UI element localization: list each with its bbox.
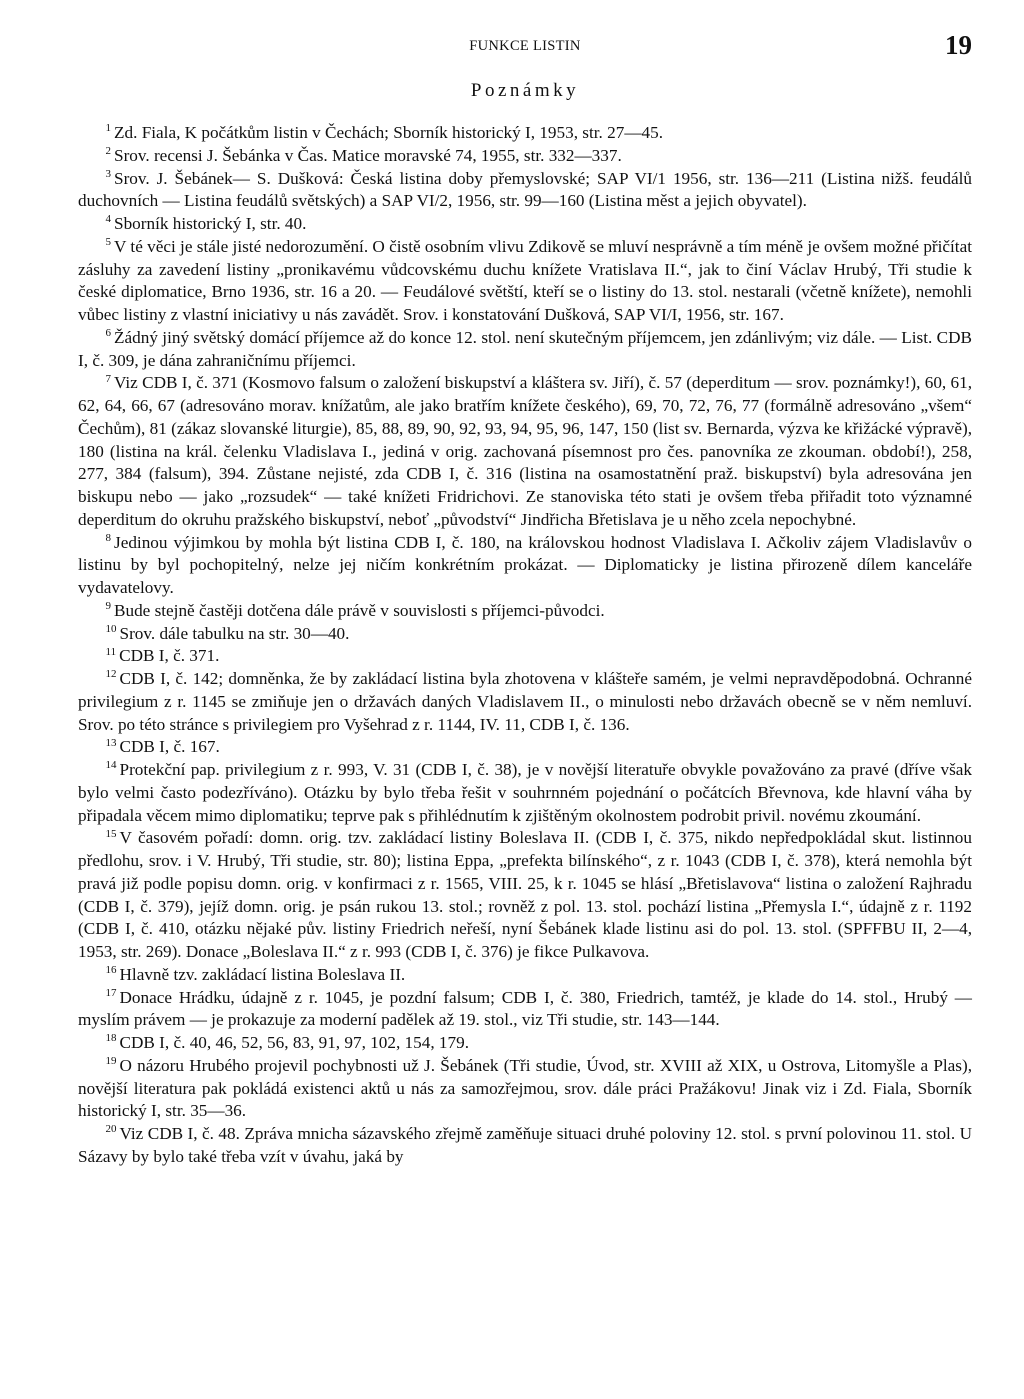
footnote-text: Srov. recensi J. Šebánka v Čas. Matice moravské 74, 1955, str. 332—337. <box>114 145 622 165</box>
footnote <box>78 236 972 327</box>
footnote-text: Viz CDB I, č. 371 (Kosmovo falsum o založení biskupství a kláštera sv. Jiří), č. 57 (deperditum — srov. poznámky!), 60, 61, 62, 64, 66, 67 (adresováno morav. knížatům, ale jako bratřím knížete českého), 69, 70, 72, 76, 77 (formálně adresováno „všem“ Čechům), 81 (zákaz slovanské liturgie), 85, 88, 89, 90, 92, 93, 94, 95, 96, 147, 150 (list sv. Bernarda, výzva ke křižácké výpravě), 180 (listina na král. čelenku Vladislava I., jediná v orig. zachovaná písemnost pro čes. panovníka ze zkouman. období!), 258, 277, 384 (falsum), 394. Zůstane nejisté, zda CDB I, č. 316 (listina na osamostatnění praž. biskupství) byla adresována jen biskupu nebo — jako „rozsudek“ — také knížeti Fridrichovi. Ze stanoviska této stati je ovšem třeba přiřadit toto významné deperditum do okruhu pražského biskupství, neboť „původství“ Jindřicha Břetislava je u něho zcela nepochybné. <box>78 373 972 529</box>
footnote-text: Bude stejně častěji dotčena dále právě v souvislosti s příjemci-původci. <box>114 600 605 620</box>
footnote-number: 3 <box>105 167 112 180</box>
footnote <box>78 1123 972 1169</box>
footnote <box>78 623 972 646</box>
footnote <box>78 736 972 759</box>
footnote <box>78 827 972 964</box>
footnote-number: 5 <box>105 236 112 249</box>
footnote-text: CDB I, č. 371. <box>119 646 220 666</box>
notes-list <box>78 122 972 1169</box>
footnote-text: CDB I, č. 40, 46, 52, 56, 83, 91, 97, 102, 154, 179. <box>119 1033 469 1052</box>
footnote-number: 20 <box>105 1123 117 1136</box>
footnote <box>78 213 972 236</box>
footnote <box>78 145 972 168</box>
footnote-text: V té věci je stále jisté nedorozumění. O čistě osobním vlivu Zdikově se mluví nesprávně a tím méně je ovšem možné přičítat zásluhy za zavedení listiny „pronikavému vůdcovskému duchu knížete Vratislava II.“, jak to činí Václav Hrubý, Tři studie k české diplomatice, Brno 1936, str. 16 a 20. — Feudálové světští, kteří se o listiny do 13. stol. nestarali (včetně knížete), nemohli vůbec listiny z vlastní iniciativy u nás zavádět. Srov. i konstatování Dušková, SAP VI/I, 1956, str. 167. <box>78 236 972 324</box>
footnote <box>78 600 972 623</box>
footnote-number: 2 <box>105 145 112 158</box>
footnote-text: CDB I, č. 142; domněnka, že by zakládací listina byla zhotovena v klášteře samém, je velmi nepravděpodobná. Ochranné privilegium z r. 1145 se zmiňuje jen o državách daných Vladislavem II., o minulosti nebo državách obecně se v něm nemluví. Srov. po této stránce s privilegiem pro Vyšehrad z r. 1144, IV. 11, CDB I, č. 136. <box>78 669 972 734</box>
footnote-number: 17 <box>105 986 117 999</box>
footnote <box>78 1032 972 1055</box>
footnote-number: 13 <box>105 736 117 749</box>
footnote-number: 11 <box>105 645 117 658</box>
footnote-number: 19 <box>105 1055 117 1068</box>
notes-heading: Poznámky <box>470 80 580 101</box>
footnote <box>78 168 972 214</box>
footnote-text: V časovém pořadí: domn. orig. tzv. zakládací listiny Boleslava II. (CDB I, č. 375, nikdo nepředpokládal skut. listinnou předlohu, srov. i V. Hrubý, Tři studie, str. 80); listina Eppa, „prefekta bilínského“, z r. 1043 (CDB I, č. 378), která nemohla být pravá již podle popisu domn. orig. v konfirmaci z r. 1565, VIII. 25, k r. 1045 se hlásí „Břetislavova“ listina o založení Rajhradu (CDB I, č. 379), jejíž domn. orig. je psán rukou 13. stol.; rovněž z pol. 13. stol. pochází listina „Přemysla I.“, údajně z r. 1192 (CDB I, č. 410, otázku nějaké pův. listiny Friedrich neřeší, nyní Šebánek klade listinu asi do pol. 13. stol. (SPFFBU II, 2—4, 1953, str. 269). Donace „Boleslava II.“ z r. 993 (CDB I, č. 376) je fikce Pulkavova. <box>78 828 972 961</box>
footnote-text: Srov. dále tabulku na str. 30—40. <box>119 623 350 643</box>
footnote <box>78 532 972 600</box>
running-header <box>78 30 972 66</box>
footnote-text: O názoru Hrubého projevil pochybnosti už J. Šebánek (Tři studie, Úvod, str. XVIII až XIX, u Ostrova, Litomyšle a Plas), novější literatura pak pokládá existenci aktů u nás za samozřejmou, srov. dále práci Pražákovu! Jinak viz i Zd. Fiala, Sborník historický I, str. 35—36. <box>78 1055 972 1121</box>
footnote-number: 12 <box>105 668 117 681</box>
footnote <box>78 964 972 987</box>
running-title: FUNKCE LISTIN <box>469 38 581 54</box>
footnote-text: Srov. J. Šebánek— S. Dušková: Česká listina doby přemyslovské; SAP VI/1 1956, str. 136—211 (Listina nižš. feudálů duchovních — Listina feudálů světských) a SAP VI/2, 1956, str. 99—160 (Listina měst a jejich obyvatel). <box>78 168 972 211</box>
footnote <box>78 668 972 736</box>
footnote-number: 6 <box>105 327 112 340</box>
footnote <box>78 645 972 668</box>
footnote-number: 16 <box>105 964 117 977</box>
footnote-number: 7 <box>105 372 112 385</box>
footnote <box>78 122 972 145</box>
footnote-text: Donace Hrádku, údajně z r. 1045, je pozdní falsum; CDB I, č. 380, Friedrich, tamtéž, je klade do 14. stol., Hrubý — myslím právem — je prokazuje za moderní padělek až 19. stol., viz Tři studie, str. 143—144. <box>78 987 972 1030</box>
footnote-text: Viz CDB I, č. 48. Zpráva mnicha sázavského zřejmě zaměňuje situaci druhé poloviny 12. stol. s první polovinou 11. stol. U Sázavy by bylo také třeba vzít v úvahu, jaká by <box>78 1124 972 1166</box>
footnote-text: Jedinou výjimkou by mohla být listina CDB I, č. 180, na královskou hodnost Vladislava I. Ačkoliv zájem Vladislavův o listinu by byl pochopitelný, nelze jej ničím konkrétním prokázat. — Diplomaticky je listina přirozeně dílem kanceláře vydavatelovy. <box>78 532 972 597</box>
footnote-number: 10 <box>105 622 117 635</box>
footnote-text: Zd. Fiala, K počátkům listin v Čechách; Sborník historický I, 1953, str. 27—45. <box>114 123 663 142</box>
footnote-number: 4 <box>105 213 112 226</box>
footnote-text: Sborník historický I, str. 40. <box>114 214 307 233</box>
footnote-number: 14 <box>105 759 117 772</box>
footnote <box>78 372 972 531</box>
footnote-text: Hlavně tzv. zakládací listina Boleslava II. <box>119 964 406 984</box>
footnote-number: 15 <box>105 827 117 840</box>
footnote-number: 18 <box>105 1032 117 1045</box>
footnote <box>78 1055 972 1123</box>
footnote <box>78 759 972 827</box>
footnote-number: 9 <box>105 600 112 613</box>
footnote-number: 1 <box>105 122 112 135</box>
footnote-text: CDB I, č. 167. <box>119 737 220 757</box>
footnote-number: 8 <box>105 531 112 544</box>
footnote <box>78 327 972 373</box>
footnote-text: Žádný jiný světský domácí příjemce až do konce 12. stol. není skutečným příjemcem, jen zdánlivým; viz dále. — List. CDB I, č. 309, je dána zahraničnímu příjemci. <box>78 327 972 370</box>
page-number: 19 <box>945 30 972 60</box>
footnote <box>78 987 972 1033</box>
footnote-text: Protekční pap. privilegium z r. 993, V. 31 (CDB I, č. 38), je v novější literatuře obvykle považováno za pravé (dříve však bylo velmi často podezříváno). Otázku by bylo třeba řešit v souhrnném pojednání o počátcích Břevnova, kde hlavní váha by připadala věcem mimo diplomatiku; teprve pak s přihlédnutím k zjištěným okolnostem podrobit privil. novému zkoumání. <box>78 760 972 825</box>
